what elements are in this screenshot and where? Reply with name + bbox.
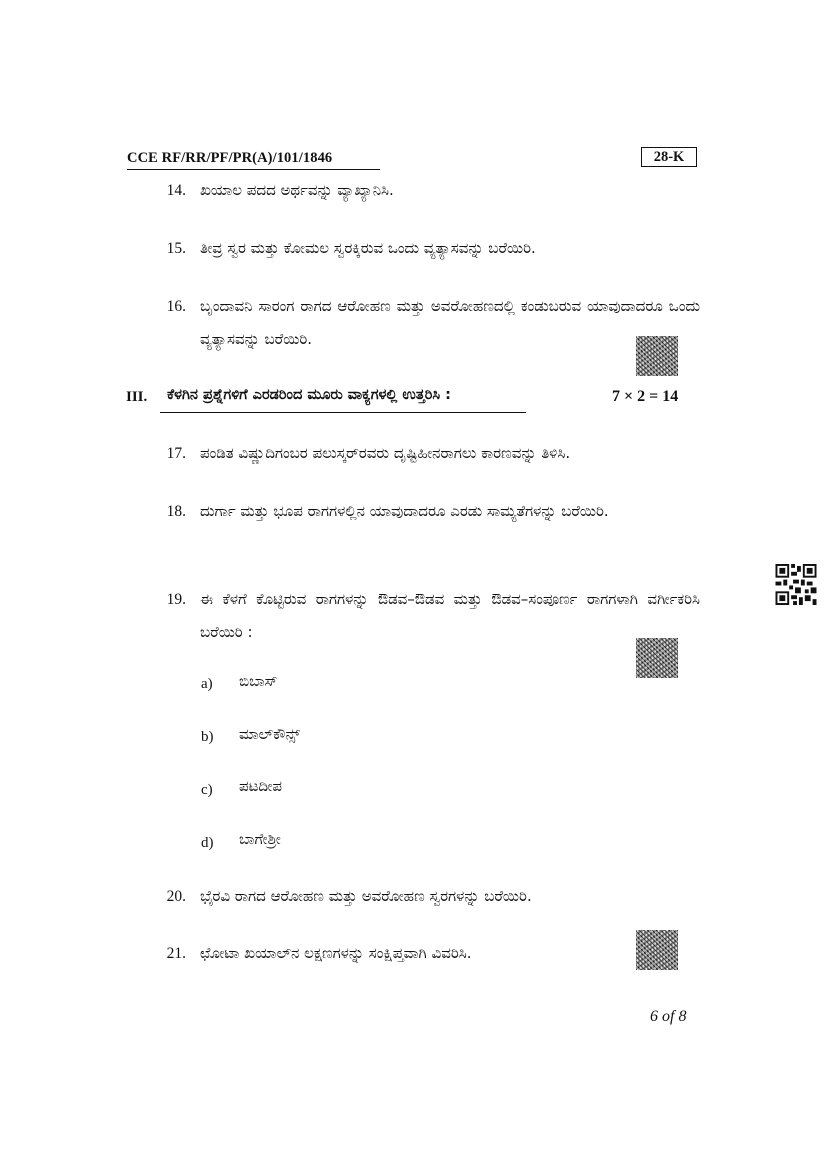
scan-noise-patch <box>636 638 678 678</box>
question-text: ಈ ಕೆಳಗೆ ಕೊಟ್ಟಿರುವ ರಾಗಗಳನ್ನು ಔಡವ–ಔಡವ ಮತ್ತು ಔಡವ–ಸಂಪೂರ್ಣ ರಾಗಗಳಾಗಿ ವರ್ಗೀಕರಿಸಿ ಬರೆಯಿರಿ : <box>200 590 700 641</box>
question-number: 18. <box>166 503 186 520</box>
question-text: ಪಂಡಿತ ವಿಷ್ಣುದಿಗಂಬರ ಪಲುಸ್ಕರ್‌ರವರು ದೃಷ್ಟಿಹೀನರಾಗಲು ಕಾರಣವನ್ನು ತಿಳಿಸಿ. <box>200 444 571 462</box>
question-number: 17. <box>166 445 186 462</box>
paper-code: CCE RF/RR/PF/PR(A)/101/1846 <box>127 150 333 166</box>
question-number: 21. <box>166 945 186 962</box>
paper-code-underline <box>127 169 380 170</box>
section-marks: 7 × 2 = 14 <box>612 388 679 405</box>
section-instruction: ಕೆಳಗಿನ ಪ್ರಶ್ನೆಗಳಿಗೆ ಎರಡರಿಂದ ಮೂರು ವಾಕ್ಯಗಳಲ್ಲಿ ಉತ್ತರಿಸಿ : <box>167 387 451 403</box>
question-number: 14. <box>166 182 186 199</box>
question-text: ಭೈರವಿ ರಾಗದ ಆರೋಹಣ ಮತ್ತು ಅವರೋಹಣ ಸ್ವರಗಳನ್ನು ಬರೆಯಿರಿ. <box>200 887 532 905</box>
option-letter: b) <box>201 729 214 745</box>
question-text: ಬೃಂದಾವನಿ ಸಾರಂಗ ರಾಗದ ಆರೋಹಣ ಮತ್ತು ಅವರೋಹಣದಲ್ಲಿ ಕಂಡುಬರುವ ಯಾವುದಾದರೂ ಒಂದು ವ್ಯತ್ಯಾಸವನ್ನು ಬರೆಯಿರಿ. <box>200 297 700 348</box>
question-text: ಛೋಟಾ ಖಯಾಲ್‌ನ ಲಕ್ಷಣಗಳನ್ನು ಸಂಕ್ಷಿಪ್ತವಾಗಿ ವಿವರಿಸಿ. <box>200 944 472 962</box>
question-text: ಖಯಾಲ ಪದದ ಅರ್ಥವನ್ನು ವ್ಯಾಖ್ಯಾನಿಸಿ. <box>200 181 394 199</box>
question-text: ತೀವ್ರ ಸ್ವರ ಮತ್ತು ಕೋಮಲ ಸ್ವರಕ್ಕಿರುವ ಒಂದು ವ್ಯತ್ಯಾಸವನ್ನು ಬರೆಯಿರಿ. <box>200 239 536 257</box>
question-number: 20. <box>166 888 186 905</box>
question-text: ದುರ್ಗಾ ಮತ್ತು ಭೂಪ ರಾಗಗಳಲ್ಲಿನ ಯಾವುದಾದರೂ ಎರಡು ಸಾಮ್ಯತೆಗಳನ್ನು ಬರೆಯಿರಿ. <box>200 502 609 520</box>
option-text: ಮಾಲ್‌ಕೌನ್ಸ್ <box>239 725 301 743</box>
section-underline <box>160 412 526 413</box>
option-letter: a) <box>201 676 213 692</box>
page-number: 6 of 8 <box>650 1008 687 1025</box>
option-text: ಪಟದೀಪ <box>239 777 283 795</box>
option-text: ಬಿಬಾಸ್ <box>239 672 278 690</box>
question-number: 15. <box>166 240 186 257</box>
option-letter: d) <box>201 835 214 851</box>
scan-noise-patch <box>636 930 678 970</box>
paper-number-box: 28-K <box>641 147 697 167</box>
question-number: 16. <box>166 298 186 315</box>
option-letter: c) <box>201 782 213 798</box>
qr-code-icon <box>775 564 817 605</box>
option-text: ಬಾಗೇಶ್ರೀ <box>239 830 281 848</box>
scan-noise-patch <box>636 336 678 376</box>
question-number: 19. <box>166 591 186 608</box>
section-number: III. <box>126 389 148 405</box>
